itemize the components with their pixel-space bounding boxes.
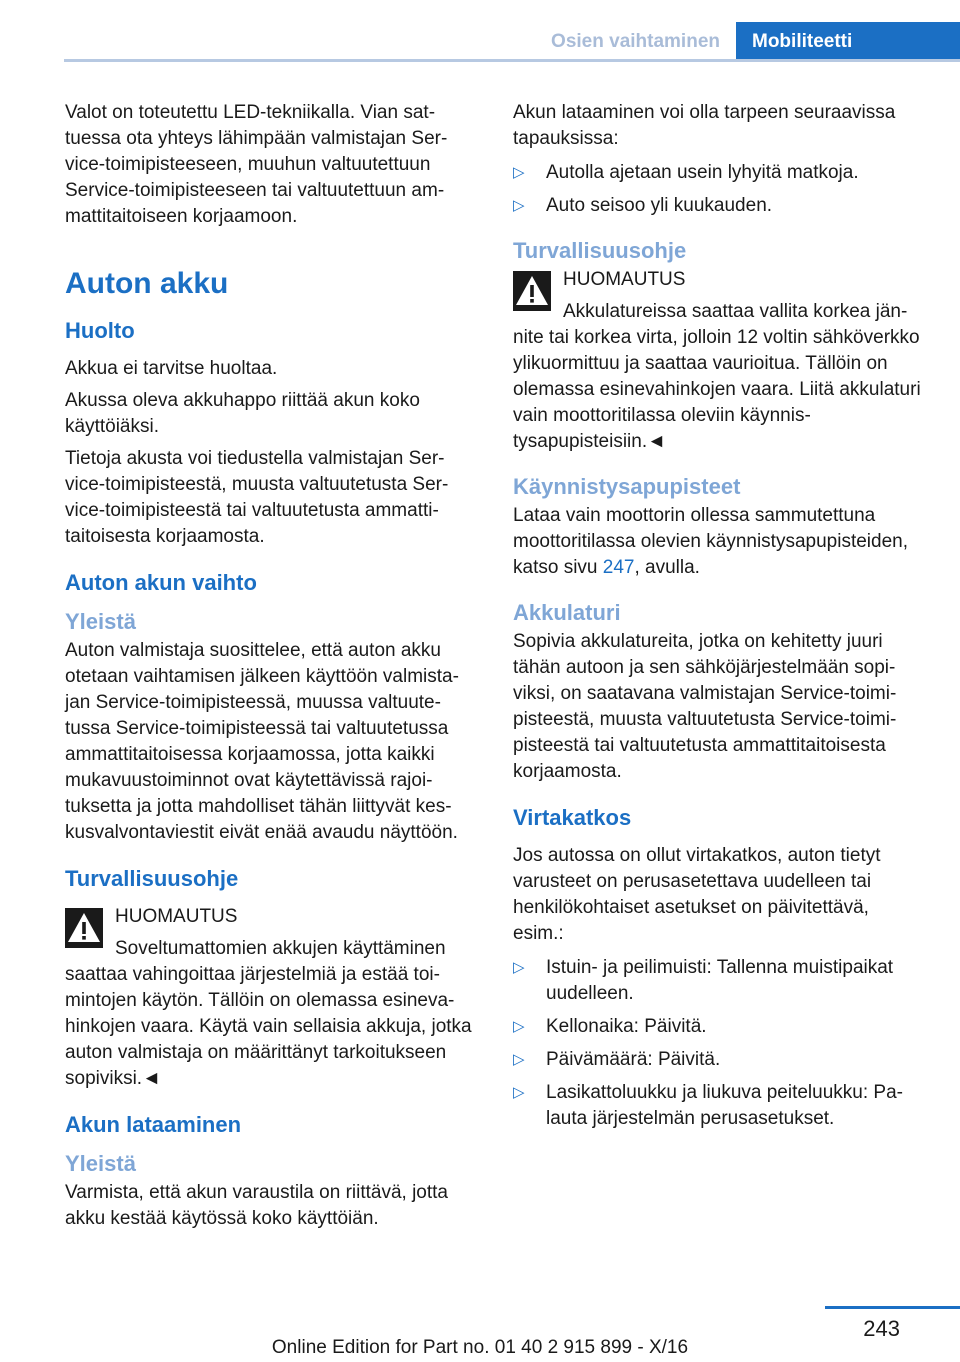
footer-divider xyxy=(825,1306,960,1309)
left-column xyxy=(65,100,475,1238)
triangle-right-icon: ▷ xyxy=(513,1018,525,1035)
heading-battery-replacement: Auton akun vaihto xyxy=(65,570,257,595)
heading-charger: Akkulaturi xyxy=(513,600,621,625)
list-item-text: Istuin- ja peilimuisti: Tallenna muistipaikat uudelleen. xyxy=(546,957,894,1004)
right-column xyxy=(513,100,923,1146)
page-header xyxy=(64,22,960,62)
power-outage-list xyxy=(513,955,923,1132)
triangle-right-icon: ▷ xyxy=(513,197,525,214)
list-item xyxy=(513,955,923,1007)
warning-body-1: Soveltumattomien akkujen käyttäminen saattaa vahingoittaa järjestelmiä ja estää toimintojen käytön. Tällöin on olemassa esinevahinkojen vaara. Käytä vain sellaisia akkuja, jotka auton valmistaja on määrittänyt tarkoitukseen sopiviksi.◄ xyxy=(65,938,472,1089)
replacement-text: Auton valmistaja suosittelee, että auton akku otetaan vaihtamisen jälkeen käyttöön valmistajan Service-toimipisteessä, muussa valtuutetussa Service-toimipisteessä tai valtuutetussa ammattitaitoisessa korjaamossa, jotta kaikki mukavuustoiminnot ovat käytettävissä rajoituksetta ja jotta mahdolliset tähän liittyvät keskusvalvontaviestit eivät enää avaudu näyttöön. xyxy=(65,640,459,843)
heading-jumpstart-points: Käynnistysapupisteet xyxy=(513,474,741,499)
list-item xyxy=(513,1047,923,1073)
triangle-right-icon: ▷ xyxy=(513,1084,525,1101)
maintenance-text-3: Tietoja akusta voi tiedustella valmistajan Service-toimipisteestä, muusta valtuutetusta Service-toimipisteestä tai valtuutetusta ammattitaitoisesta korjaamosta. xyxy=(65,448,449,547)
list-item-text: Kellonaika: Päivitä. xyxy=(546,1016,707,1037)
warning-title-1: HUOMAUTUS xyxy=(115,906,238,927)
heading-general-2: Yleistä xyxy=(65,1151,136,1176)
heading-charging: Akun lataaminen xyxy=(65,1112,242,1137)
jumpstart-text-before: Lataa vain moottorin ollessa sammutettuna moottoritilassa olevien käynnistysapupisteiden, katso sivu xyxy=(513,505,908,578)
jumpstart-text-after: , avulla. xyxy=(634,557,700,578)
heading-safety-1: Turvallisuusohje xyxy=(65,866,239,891)
list-item xyxy=(513,1014,923,1040)
section-tab[interactable]: Osien vaihtaminen xyxy=(551,31,720,52)
list-item-text: Päivämäärä: Päivitä. xyxy=(546,1049,721,1070)
charger-text: Sopivia akkulatureita, jotka on kehitetty juuri tähän autoon ja sen sähköjärjestelmään sopiviksi, on saatavana valmistajan Service-toimipisteestä, muusta valtuutetusta Service-toimipisteestä tai valtuutetusta ammattitaitoisesta korjaamosta. xyxy=(513,631,897,782)
power-outage-text: Jos autossa on ollut virtakatkos, auton tietyt varusteet on perusasetettava uudelleen tai henkilökohtaiset asetukset on päivitettävä, esim.: xyxy=(513,845,881,944)
warning-block-2 xyxy=(513,267,923,455)
warning-title-2: HUOMAUTUS xyxy=(563,269,686,290)
heading-general-1: Yleistä xyxy=(65,609,136,634)
triangle-right-icon: ▷ xyxy=(513,959,525,976)
chapter-tab[interactable]: Mobiliteetti xyxy=(736,22,960,62)
list-item-text: Auto seisoo yli kuukauden. xyxy=(546,195,773,216)
warning-block-1 xyxy=(65,904,475,1092)
jumpstart-text xyxy=(513,503,923,581)
list-item xyxy=(513,160,923,186)
led-intro-text: Valot on toteutettu LED-tekniikalla. Vian sattuessa ota yhteys lähimpään valmistajan Service-toimipisteeseen, muuhun valtuutettuun Service-toimipisteeseen tai valtuutettuun ammattitaitoiseen korjaamoon. xyxy=(65,102,448,227)
heading-battery: Auton akku xyxy=(65,267,229,300)
warning-triangle-icon xyxy=(513,271,551,311)
edition-footer: Online Edition for Part no. 01 40 2 915 899 - X/16 xyxy=(271,1337,689,1358)
page-reference-link[interactable]: 247 xyxy=(602,557,635,578)
maintenance-text-2: Akussa oleva akkuhappo riittää akun koko käyttöiäksi. xyxy=(65,390,420,437)
list-item xyxy=(513,193,923,219)
warning-body-2: Akkulatureissa saattaa vallita korkea jännite tai korkea virta, jolloin 12 voltin sähköverkko ylikuormittuu ja saattaa vaurioitua. Tällöin on olemassa esinevahinkojen vaara. Liitä akkulaturi vain moottoritilassa oleviin käynnistysapupisteisiin.◄ xyxy=(513,301,921,452)
list-item-text: Autolla ajetaan usein lyhyitä matkoja. xyxy=(546,162,859,183)
list-item xyxy=(513,1080,923,1132)
triangle-right-icon: ▷ xyxy=(513,1051,525,1068)
header-divider xyxy=(64,59,960,62)
heading-maintenance: Huolto xyxy=(65,318,135,343)
list-item-text: Lasikattoluukku ja liukuva peiteluukku: Palauta järjestelmän perusasetukset. xyxy=(546,1082,903,1129)
heading-safety-2: Turvallisuusohje xyxy=(513,238,687,263)
maintenance-text-1: Akkua ei tarvitse huoltaa. xyxy=(65,358,278,379)
triangle-right-icon: ▷ xyxy=(513,164,525,181)
heading-power-outage: Virtakatkos xyxy=(513,805,632,830)
charging-intro-text: Akun lataaminen voi olla tarpeen seuraavissa tapauksissa: xyxy=(513,102,896,149)
warning-triangle-icon xyxy=(65,908,103,948)
charging-list xyxy=(513,160,923,219)
page-number: 243 xyxy=(863,1316,900,1341)
charging-general-text: Varmista, että akun varaustila on riittävä, jotta akku kestää käytössä koko käyttöiän. xyxy=(65,1182,448,1229)
